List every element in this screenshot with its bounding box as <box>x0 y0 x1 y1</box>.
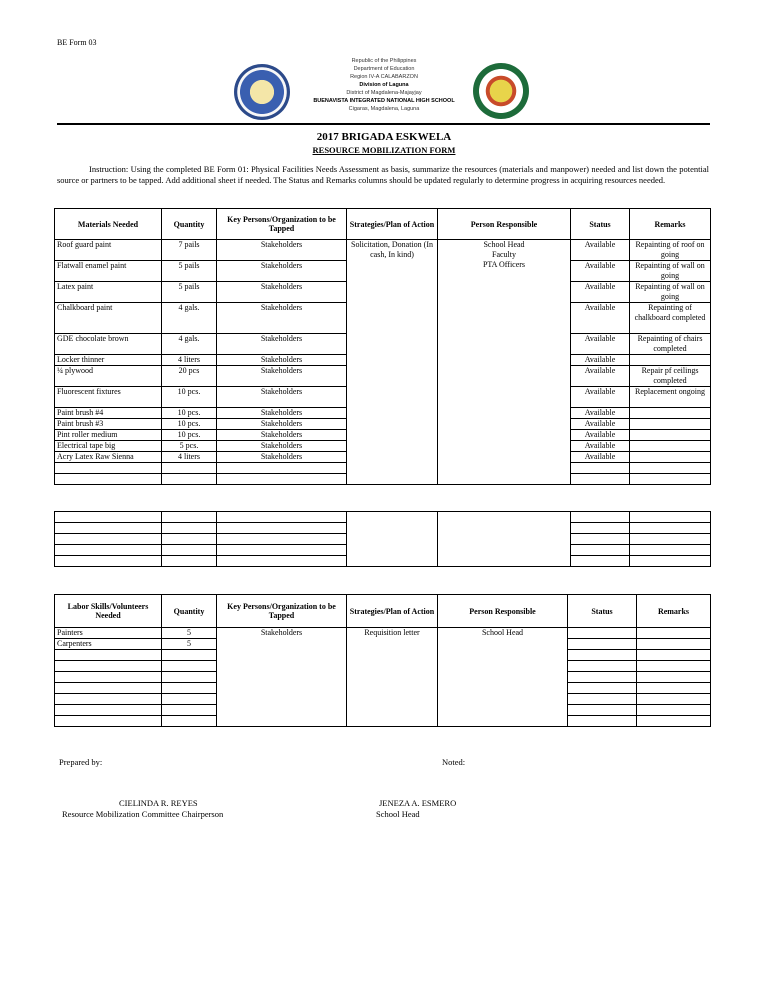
labor-skill: Carpenters <box>55 639 162 650</box>
material-name: Paint brush #3 <box>55 419 162 430</box>
material-name: Pint roller medium <box>55 430 162 441</box>
material-status: Available <box>571 240 630 261</box>
material-quantity: 5 pails <box>162 282 217 303</box>
form-code: BE Form 03 <box>57 38 97 47</box>
material-remarks <box>630 430 711 441</box>
header-rule <box>57 123 710 125</box>
material-remarks <box>630 463 711 474</box>
col-header: Quantity <box>162 209 217 240</box>
col-header: Strategies/Plan of Action <box>347 209 438 240</box>
material-quantity: 10 pcs. <box>162 430 217 441</box>
preparer-title: Resource Mobilization Committee Chairperson <box>62 809 224 819</box>
col-header: Labor Skills/Volunteers Needed <box>55 595 162 628</box>
page-title: 2017 BRIGADA ESKWELA <box>316 131 452 143</box>
material-key-persons: Stakeholders <box>217 240 347 261</box>
material-key-persons <box>217 463 347 474</box>
material-name: Electrical tape big <box>55 441 162 452</box>
material-quantity: 7 pails <box>162 240 217 261</box>
material-key-persons: Stakeholders <box>217 261 347 282</box>
material-key-persons: Stakeholders <box>217 419 347 430</box>
material-name: Fluorescent fixtures <box>55 387 162 408</box>
material-name: Flatwall enamel paint <box>55 261 162 282</box>
letterhead-line: Region IV-A CALABARZON <box>350 74 418 80</box>
material-remarks: Repair pf ceilings completed <box>630 366 711 387</box>
material-status: Available <box>571 303 630 334</box>
material-remarks: Repainting of chairs completed <box>630 334 711 355</box>
col-header: Key Persons/Organization to be Tapped <box>217 595 347 628</box>
material-status <box>571 463 630 474</box>
material-quantity: 4 liters <box>162 355 217 366</box>
material-status <box>571 474 630 485</box>
form-subtitle: RESOURCE MOBILIZATION FORM <box>312 145 456 155</box>
material-key-persons: Stakeholders <box>217 452 347 463</box>
material-name: Paint brush #4 <box>55 408 162 419</box>
material-remarks: Repainting of wall on going <box>630 261 711 282</box>
material-remarks <box>630 452 711 463</box>
material-remarks: Repainting of chalkboard completed <box>630 303 711 334</box>
material-quantity: 4 liters <box>162 452 217 463</box>
material-quantity: 10 pcs. <box>162 419 217 430</box>
noter-name: JENEZA A. ESMERO <box>379 798 457 808</box>
col-header: Quantity <box>162 595 217 628</box>
letterhead-line: Department of Education <box>353 66 415 72</box>
material-remarks: Replacement ongoing <box>630 387 711 408</box>
material-key-persons: Stakeholders <box>217 430 347 441</box>
material-remarks <box>630 441 711 452</box>
school-seal-logo <box>473 63 529 119</box>
material-quantity: 10 pcs. <box>162 408 217 419</box>
noted-label: Noted: <box>442 757 466 767</box>
material-key-persons <box>217 474 347 485</box>
col-header: Status <box>571 209 630 240</box>
material-status: Available <box>571 452 630 463</box>
instruction-text: Instruction: Using the completed BE Form 01: Physical Facilities Needs Assessment as basis, summarize the resources (materials and manpower) needed and list down the potential source or partners to be tapped. Add additional sheet if needed. The Status and Remarks columns should be updated regularly to determine progress in acquiring resources needed. <box>57 164 709 185</box>
person-responsible-line: PTA Officers <box>482 260 526 269</box>
material-name: Roof guard paint <box>55 240 162 261</box>
material-remarks <box>630 474 711 485</box>
person-responsible-line: Faculty <box>492 250 516 259</box>
col-header: Strategies/Plan of Action <box>347 595 438 628</box>
letterhead <box>300 57 468 113</box>
col-header: Person Responsible <box>438 209 571 240</box>
letterhead-line: Division of Laguna <box>359 82 409 88</box>
material-name <box>55 463 162 474</box>
material-remarks <box>630 408 711 419</box>
material-remarks: Repainting of roof on going <box>630 240 711 261</box>
table-row <box>55 628 711 639</box>
material-quantity: 4 gals. <box>162 303 217 334</box>
material-name: Acry Latex Raw Sienna <box>55 452 162 463</box>
letterhead-line: Cigaras, Magdalena, Laguna <box>348 106 420 112</box>
labor-table <box>54 594 711 727</box>
school-name: BUENAVISTA INTEGRATED NATIONAL HIGH SCHOOL <box>313 98 455 104</box>
person-responsible-line: School Head <box>483 240 525 249</box>
material-quantity <box>162 474 217 485</box>
letterhead-line: Republic of the Philippines <box>351 58 417 64</box>
col-header: Status <box>568 595 637 628</box>
labor-quantity: 5 <box>162 628 217 639</box>
material-key-persons: Stakeholders <box>217 441 347 452</box>
material-name <box>55 474 162 485</box>
material-status: Available <box>571 430 630 441</box>
material-name: Chalkboard paint <box>55 303 162 334</box>
material-status: Available <box>571 261 630 282</box>
materials-strategy: Solicitation, Donation (In cash, In kind) <box>347 240 438 485</box>
material-remarks: Repainting of wall on going <box>630 282 711 303</box>
material-key-persons: Stakeholders <box>217 366 347 387</box>
col-header: Key Persons/Organization to be Tapped <box>217 209 347 240</box>
letterhead-line: District of Magdalena-Majayjay <box>346 90 422 96</box>
material-quantity: 5 pcs. <box>162 441 217 452</box>
material-quantity <box>162 463 217 474</box>
labor-quantity: 5 <box>162 639 217 650</box>
table-row <box>55 240 711 261</box>
material-quantity: 4 gals. <box>162 334 217 355</box>
material-key-persons: Stakeholders <box>217 355 347 366</box>
material-key-persons: Stakeholders <box>217 282 347 303</box>
materials-table <box>54 208 711 485</box>
labor-skill: Painters <box>55 628 162 639</box>
material-status: Available <box>571 441 630 452</box>
material-status: Available <box>571 282 630 303</box>
col-header: Materials Needed <box>55 209 162 240</box>
blank-table <box>54 511 711 567</box>
material-name: Locker thinner <box>55 355 162 366</box>
material-key-persons: Stakeholders <box>217 303 347 334</box>
material-status: Available <box>571 419 630 430</box>
material-key-persons: Stakeholders <box>217 334 347 355</box>
material-status: Available <box>571 334 630 355</box>
labor-strategy: Requisition letter <box>347 628 438 727</box>
labor-person-responsible: School Head <box>438 628 568 727</box>
material-quantity: 20 pcs <box>162 366 217 387</box>
col-header: Remarks <box>637 595 711 628</box>
material-quantity: 5 pails <box>162 261 217 282</box>
preparer-name: CIELINDA R. REYES <box>119 798 198 808</box>
material-remarks <box>630 355 711 366</box>
material-status: Available <box>571 355 630 366</box>
materials-person-responsible <box>438 240 571 485</box>
material-name: ¼ plywood <box>55 366 162 387</box>
col-header: Remarks <box>630 209 711 240</box>
noter-title: School Head <box>376 809 420 819</box>
material-status: Available <box>571 366 630 387</box>
material-key-persons: Stakeholders <box>217 387 347 408</box>
col-header: Person Responsible <box>438 595 568 628</box>
material-quantity: 10 pcs. <box>162 387 217 408</box>
division-seal-logo <box>234 64 290 120</box>
material-status: Available <box>571 408 630 419</box>
material-name: GDE chocolate brown <box>55 334 162 355</box>
material-name: Latex paint <box>55 282 162 303</box>
material-status: Available <box>571 387 630 408</box>
material-remarks <box>630 419 711 430</box>
prepared-by-label: Prepared by: <box>59 757 103 767</box>
material-key-persons: Stakeholders <box>217 408 347 419</box>
labor-key-persons: Stakeholders <box>217 628 347 727</box>
